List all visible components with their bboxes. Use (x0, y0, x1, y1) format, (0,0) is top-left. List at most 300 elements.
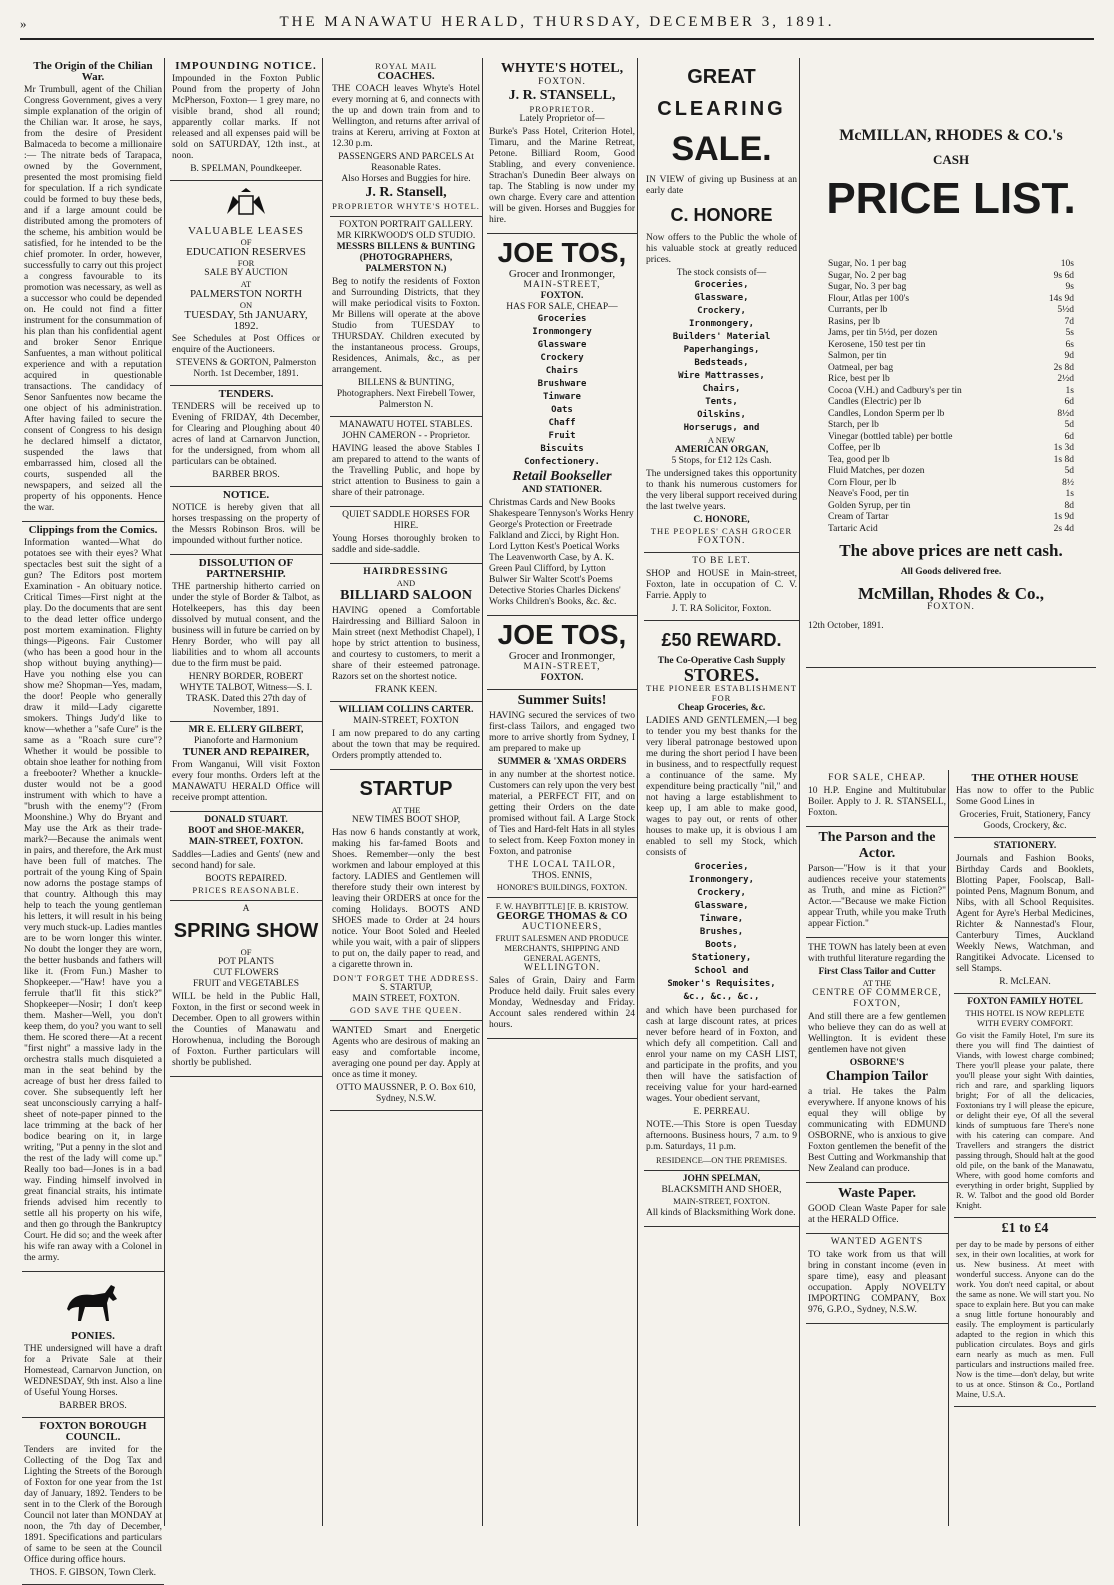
ad-title: £1 to £4 (1001, 1221, 1049, 1236)
price-row (828, 524, 1074, 536)
ad-body: Christmas Cards and New Books Shakespeare Tennyson's Works Henry George's Protection or Freetrade Falkland and Zicci, by Right Hon. Lord Lytton Kest's Poetical Works The Leavenworth Case, by A. K. Green Paul Clifford, by Lytton Bulwer Sir Walter Scott's Poems Detective Stories Charles Dickens' Works Children's Books, &c. &c. (489, 498, 634, 607)
ad-text: FOXTON. (697, 536, 746, 546)
ad-text: TUNER AND REPAIRER, (182, 746, 310, 758)
ad-clearing-sale (644, 58, 799, 553)
list-item: Stationery, (691, 953, 752, 963)
article-comics (22, 522, 164, 1272)
ad-signature: E. PERREAU. (693, 1107, 750, 1117)
ad-title: JOE TOS, (497, 237, 627, 268)
ad-cooperative (644, 621, 799, 1171)
ad-signature: S. STARTUP, (379, 983, 433, 993)
list-item: Boots, (705, 940, 738, 950)
ad-title: £50 REWARD. (661, 630, 782, 650)
ad-body: HAVING secured the services of two first-class Tailors, and engaged two more to arrive shortly from Sydney, I am prepared to make up (489, 711, 635, 754)
ad-text: THIS HOTEL IS NOW REPLETE WITH EVERY COMFORT. (965, 1008, 1085, 1028)
ad-body: THE TOWN has lately been at even with truthful literature regarding the (808, 943, 946, 964)
ad-text: Also Horses and Buggies for hire. (341, 174, 471, 184)
price-item: Candles (Electric) per lb (828, 397, 922, 407)
ad-title: COACHES. (377, 70, 435, 82)
ad-text: AND (396, 578, 416, 588)
ad-text: DON'T FORGET THE ADDRESS. (332, 973, 480, 983)
ad-body: HAVING opened a Comfortable Hairdressing and Billiard Saloon in Main street (next Methodist Chapel), I hope by strict attention to business, and courtesy to customers, to merit a share of their esteemed patronage. Razors set on the shortest notice. (332, 606, 480, 682)
ad-body: NOTICE is hereby given that all horses trespassing on the property of the Messrs Robinson Bros. will be impounded without further notice. (172, 503, 320, 546)
ad-text: Grocer and Ironmonger, (508, 650, 616, 662)
ad-joe-tos-1 (487, 234, 637, 616)
ad-text: BOOT and SHOE-MAKER, (188, 826, 304, 836)
ad-text: THE PIONEER ESTABLISHMENT FOR (646, 683, 797, 703)
ad-title: PONIES. (71, 1330, 115, 1342)
price-row (828, 271, 1074, 283)
article-chilian (22, 58, 164, 522)
ad-signature: STEVENS & GORTON, Palmerston North. 1st December, 1891. (175, 358, 317, 379)
ad-text: The above prices are nett cash. (839, 541, 1063, 560)
ad-leases (170, 181, 322, 386)
page-marker: » (20, 16, 27, 31)
price-row (828, 512, 1074, 524)
ad-text: MAIN-STREET, (523, 662, 601, 672)
ad-joe-tos-2 (487, 616, 637, 690)
list-item: Fruit (548, 431, 576, 441)
list-item: Tinware, (699, 914, 744, 924)
price-table (828, 259, 1074, 535)
ad-signature: OTTO MAUSSNER, P. O. Box 610, Sydney, N.S.W. (336, 1083, 476, 1104)
ad-text: All Goods delivered free. (900, 567, 1002, 577)
list-item: Groceries (537, 314, 587, 324)
ad-body: Go visit the Family Hotel, I'm sure its there you will find The daintiest of Viands, with lowest charge combined; There you'll please your palate, there you'll please your sight With dainties, rich and rare, and sparkling liquors bright; For of all the delicacies, Foxtonians try I will please the epicure, or delight their eye, Of all the several kinds of sumptuous fare There's none with his catering can compare. And Travellers and strangers the district passing through, Should halt at the good old pile, on the bank of the Manawatu, Where, with good home comforts and everything in order bright, Supplied by R. W. Talbot and the good old Border Knight. (956, 1030, 1094, 1210)
ad-text: J. R. STANSELL, (508, 88, 616, 103)
ad-impounding (170, 58, 322, 181)
ad-body: THE partnership hitherto carried on under the style of Border & Talbot, as Hotelkeepers, has this day been dissolved by mutual consent, and the business will in future be carried on by Henry Border, who will pay all liabilities and to whom all accounts due to the firm must be paid. (172, 582, 321, 669)
ad-text: PRICES REASONABLE. (192, 885, 300, 895)
ad-title: STATIONERY. (993, 841, 1057, 851)
ad-signature: BARBER BROS. (59, 1401, 127, 1411)
list-item: Tinware (543, 392, 581, 402)
list-item: Paperhangings, (683, 345, 760, 355)
ad-billiard (330, 564, 482, 702)
article-body: Information wanted—What do potatoes see with their eyes? What spectacles best suit the sight of a gun? The Editors post mortem Examination - An obituary notice. Critical Times—First night at the play. Do the documents that are sent to the dead letter office undergo post mortem examination. Flighty things—Pigeons. Fair Customer (who has been a good hour in the shop without buying anything)—Have you nothing else you can show me? Shopman—Yes, madam, the door! People who generally draw it mild—Lady cigarette smokers. Things Judy'd like to know—whether a "safe Cure" is the same as a "Roach sure cure"? Whether it would be possible to obtain shoe leather for nothing from a freebooter? Whether a knuckle-duster would not be a good instrument with which to have a "brush with the enemy"? (From Moonshine.) Why do Bryant and May use the Ark as their trade-mark?—Because the animals went in pairs, and therefore, the Ark must have been full of matches. The portrait of the young King of Spain now adorns the postage stamps of that country. Although this may help to teach the young gentleman his letters, it will result in his being very much stuck-up. Ladies mantles are to be worn longer this winter. No doubt the longer they are worn, the better husbands and fathers will like it. (From Fun.) Masher to Shopkeeper.—"Haw! have you a ferrule that'll fit this stick?" Shopkeeper—Nosir; I don't keep them. Masher—Well, you don't keep them, do you? you want to sell them. He scored there—At a recent "first night" a massive lady in the orchestra stalls much disquieted a man in the seat behind by the acreage of bust her dress failed to cover. She subsequently left her seat unconsciously carrying a half-sheet of note-paper pinned to the lace trimming at the back of her bodice bearing on it, in large writing, "Put a penny in the slot and the rest of the lady will come up." Really too bad—Jones is in a bad way. Finding himself involved in great financial straits, his intimate friends advised him recently to settle all his property on his wife, and then go through the Bankruptcy Court. He did so; and the week after his wife ran away with a Colonel in the army. (24, 538, 162, 1263)
price-value: 14s 9d (1048, 293, 1074, 304)
price-item: Rice, best per lb (828, 374, 890, 384)
ad-text: AT THE (862, 978, 892, 988)
ad-body: Sales of Grain, Dairy and Farm Produce held daily. Fruit sales every Monday, Wednesday and Friday. Account sales rendered within 24 hours. (489, 976, 635, 1030)
ad-text: A (242, 904, 250, 914)
price-row (828, 409, 1074, 421)
ad-signature: C. HONORE, (693, 515, 750, 525)
ad-text: HONORE'S BUILDINGS, FOXTON. (496, 882, 628, 892)
list-item: Chaff (548, 418, 576, 428)
ad-body: per day to be made by persons of either sex, in their own localities, at work for us. New business. At meet with wonderful success. Anyone can do the work. You don't need capital, or about the same as none. We will start you. No space to explain here. But you can make a snug little fortune honourably and easily. The employment is particularly adapted to the region in which this publication circulates. Boys and girls earn nearly as much as men. Full particulars and instructions mailed free. Now is the time—don't delay, but write to us at once. Stinson & Co., Portland Maine, U.S.A. (956, 1239, 1094, 1399)
ad-title: IMPOUNDING NOTICE. (175, 60, 317, 72)
ad-billens (330, 217, 482, 417)
ad-text: Grocer and Ironmonger, (508, 268, 616, 280)
price-value: 2½d (1057, 374, 1074, 384)
list-item: Biscuits (540, 444, 584, 454)
ad-signature: R. McLEAN. (999, 977, 1051, 987)
price-row (828, 501, 1074, 513)
ad-signature: HENRY BORDER, ROBERT WHYTE TALBOT, Witness—S. I. TRASK. Dated this 27th day of November, 1891. (179, 672, 313, 715)
list-item: Confectionery. (524, 457, 600, 467)
ad-gilbert (170, 722, 322, 812)
ad-body: Burke's Pass Hotel, Criterion Hotel, Timaru, and the Marine Retreat, Petone. Billiard Room, Good Stabling, and every convenience. Strachan's Dunedin Beer always on tap. The Stabling is now under my own charge. Every care and attention will be given. Horses and Buggies for hire. (489, 127, 635, 225)
ad-text: WELLINGTON. (524, 963, 600, 973)
ad-text: FOXTON. (538, 77, 586, 87)
ad-text: AT (240, 279, 252, 289)
list-item: Crockery, (697, 306, 746, 316)
ad-text: MAIN-STREET, FOXTON (353, 716, 459, 726)
ad-title: BILLIARD SALOON (340, 588, 472, 603)
ad-startup (330, 770, 482, 1021)
column-5 (644, 58, 800, 1526)
ad-title: McMILLAN, RHODES & CO.'s (839, 127, 1063, 144)
price-item: Kerosene, 150 test per tin (828, 339, 926, 350)
column-2 (170, 58, 323, 1526)
ad-body: Has now 6 hands constantly at work, making his far-famed Boots and Shoes. Remember—only the best workmen and labour employed at this factory. LADIES and Gentlemen will therefore study their own interest by leaving their ORDERS at once for the coming Holidays. BOOTS AND SHOES made to Order at 24 hours notice. Your Boot Soled and Heeled while you wait, with a pair of slippers to put on, the daily paper to read, and a cigarette thrown in. (332, 828, 480, 970)
ad-signature: THOS. F. GIBSON, Town Clerk. (29, 1568, 157, 1578)
ad-text: 5 Stops, for £12 12s Cash. (671, 456, 772, 466)
price-item: Cream of Tartar (828, 512, 889, 522)
ad-title: NOTICE. (222, 489, 270, 501)
price-value: 1s 9d (1053, 512, 1074, 522)
ad-whytes-hotel (487, 58, 637, 234)
ad-text: GOD SAVE THE QUEEN. (349, 1005, 463, 1015)
ad-body: GOOD Clean Waste Paper for sale at the HERALD Office. (808, 1204, 946, 1225)
list-item: Glassware, (694, 901, 749, 911)
ad-text: PALMERSTON NORTH (189, 288, 303, 300)
ad-text: FOXTON. (927, 602, 975, 612)
ad-george-thomas (487, 898, 637, 1039)
ad-text: FOXTON, (853, 999, 901, 1009)
ad-text: BLACKSMITH AND SHOER, (661, 1185, 782, 1195)
price-item: Sugar, No. 3 per bag (828, 282, 907, 292)
price-item: Vinegar (bottled table) per bottle (828, 431, 953, 442)
ad-title: Waste Paper. (837, 1186, 917, 1201)
ad-notice (170, 487, 322, 555)
list-item: Ironmongery, (688, 875, 755, 885)
price-item: Currants, per lb (828, 305, 888, 315)
ad-body: IN VIEW of giving up Business at an early date (646, 175, 797, 196)
masthead (20, 6, 1094, 40)
stock-list (646, 279, 797, 435)
price-value: 5s (1065, 328, 1074, 338)
ad-title: GEORGE THOMAS & CO (496, 910, 628, 922)
ad-title: DISSOLUTION OF PARTNERSHIP. (198, 557, 294, 580)
ad-body: a trial. He takes the Palm everywhere. If anyone knows of his equal they will oblige by communicating with EDMUND OSBORNE, who is anxious to give Foxton gentlemen the benefit of the Best Cutting and Workmanship that New Zealand can produce. (808, 1087, 946, 1174)
ad-text: FOXTON. (540, 291, 584, 301)
ad-tenders (170, 386, 322, 487)
ad-text: A NEW (707, 435, 736, 445)
article-body: Mr Trumbull, agent of the Chilian Congress Government, gives a very simple explanation of the origin of the Chilian war. It arose, he says, from the desire of President Balmaceda to become a millionaire :— The nitrate beds of Tarapaca, owned by the Government, presented the most promising field for speculation. If a rich syndicate could be formed to buy these beds, and if a large amount could be distributed among the promoters of the scheme, his ambition would be satisfied, for he intended to be the chief promoter. In order, however, successfully to carry out this project a congress favourable to its promotion was necessary, as well as a successor who could be depended on. He could not find a fitter instrument for the consummation of his plan than his confidential agent and broker Senor Enrique Sanfuentes, a man without political experience and with a reputation acquired in questionable transactions. The candidacy of Senor Sanfuentes now became the one object of his administration. After having failed to secure the consent of Congress to his design he declared himself a dictator, suspended the laws that embarrassed him, closed all the courts, suspended all the newspapers, and seized all the property of his opponents. Hence the war. (24, 85, 162, 513)
article-title: Clippings from the Comics. (28, 524, 158, 536)
ad-body: The undersigned takes this opportunity to thank his numerous customers for the very liberal support received during the last twelve years. (646, 469, 797, 512)
price-row (828, 386, 1074, 398)
ad-title: WHYTE'S HOTEL, (500, 61, 624, 76)
price-value: 10s (1060, 259, 1074, 269)
ad-title: WANTED AGENTS (830, 1237, 924, 1247)
price-item: Fluid Matches, per dozen (828, 466, 925, 476)
column-1 (22, 58, 165, 1578)
ad-stuart (170, 812, 322, 901)
ad-coaches (330, 58, 482, 217)
article-title: The Parson and the Actor. (818, 830, 936, 861)
ad-text: First Class Tailor and Cutter (818, 967, 936, 977)
ad-text: MAIN STREET, FOXTON. (352, 994, 460, 1004)
ad-signature: BARBER BROS. (212, 470, 280, 480)
ad-text: SALE BY AUCTION (204, 268, 288, 278)
ad-body: WANTED Smart and Energetic Agents who are desirous of making an easy and comfortable income, averaging one pound per day. Apply at once as time it money. (332, 1026, 480, 1080)
ad-signature: BILLENS & BUNTING, Photographers. Next Firebell Tower, Palmerston N. (336, 378, 476, 410)
ad-text: OSBORNE'S (849, 1058, 905, 1068)
ad-text: PASSENGERS AND PARCELS At Reasonable Rates. (338, 152, 474, 173)
ad-text: Pianoforte and Harmonium (194, 736, 298, 746)
ad-text: Retail Bookseller (512, 469, 612, 484)
price-item: Tea, good per lb (828, 454, 890, 465)
price-item: Cocoa (V.H.) and Cadbury's per tin (828, 385, 962, 396)
ad-title: STARTUP (359, 778, 453, 800)
list-item: Brushes, (699, 927, 744, 937)
ad-body: in any number at the shortest notice. Customers can rely upon the very best material, a PERFECT FIT, and on getting their Orders on the date promised without fail. A Large Stock of Ties and Hard-felt Hats in all styles to select from. Keep Foxton money in Foxton, and patronise (489, 770, 635, 857)
ad-body: HAVING leased the above Stables I am prepared to attend to the wants of the Travelling Public, and hope by strict attention to Business to gain a share of their patronage. (332, 444, 480, 498)
ad-spelman (644, 1171, 799, 1227)
price-row (828, 397, 1074, 409)
price-row (828, 305, 1074, 317)
ad-text: 12th October, 1891. (808, 621, 884, 631)
price-value: 1s (1065, 385, 1074, 396)
list-item: Crockery, (697, 888, 746, 898)
ad-text: OF (240, 947, 252, 957)
ad-dissolution (170, 555, 322, 722)
ad-body: Tenders are invited for the Collecting of the Dog Tax and Lighting the Streets of the Borough of Foxton for one year from the 1st day of January, 1892. Tenders to be sent in to the Clerk of the Borough Council not later than MONDAY at noon, the 7th day of December, 1891. Specifications and particulars of same to be seen at the Council Office during office hours. (24, 1445, 162, 1565)
column-6-right (954, 770, 1096, 1526)
ad-text: AT THE (391, 805, 421, 815)
price-row (828, 259, 1074, 271)
price-item: Corn Flour, per lb (828, 477, 897, 488)
ad-body: and which have been purchased for cash at large discount rates, at prices never before heard of in Foxton, and which defy all competition. Call and enrol your name on my CASH LIST, and participate in the profits, and you then will have the satisfaction of receiving value for your hard-earned wages. Your obedient servant, (646, 1006, 797, 1104)
price-row (828, 340, 1074, 352)
ad-text: HAS FOR SALE, CHEAP— (506, 302, 618, 312)
ad-text: CLEARING (657, 98, 786, 120)
ad-body: THE undersigned will have a draft for a Private Sale at their Homestead, Carnarvon Junction, on WEDNESDAY, 9th inst. Also a line of Useful Young Horses. (24, 1344, 162, 1398)
price-row (828, 317, 1074, 329)
list-item: Glassware, (694, 293, 749, 303)
column-4 (487, 58, 638, 1526)
list-item: School and (694, 966, 749, 976)
ad-body: And still there are a few gentlemen who believe they can do as well at Wellington. It is evident these gentlemen have not given (808, 1012, 946, 1055)
price-value: 6d (1064, 397, 1074, 407)
price-value: 8½d (1057, 408, 1074, 419)
list-item: Oats (551, 405, 573, 415)
ad-title: MESSRS BILLENS & BUNTING (PHOTOGRAPHERS, PALMERSTON N.) (336, 242, 476, 274)
price-value: 2s 4d (1053, 523, 1074, 534)
ad-title: FOXTON BOROUGH COUNCIL. (39, 1420, 147, 1443)
ad-body: Young Horses thoroughly broken to saddle and side-saddle. (332, 534, 480, 555)
ad-text: CUT FLOWERS (213, 968, 279, 978)
price-item: Tartaric Acid (828, 523, 878, 534)
ad-text: TUESDAY, 5th JANUARY, 1892. (184, 309, 308, 332)
list-item: Ironmongery, (688, 319, 755, 329)
ad-text: THE LOCAL TAILOR, (508, 860, 616, 870)
ad-body: Beg to notify the residents of Foxton and Surrounding Districts, that they will make periodical visits to Foxton. Mr Billens will operate at the above Studio from TUESDAY to THURSDAY. Children executed by the instantaneous process. Groups, Residences, Animals, &c., as per arrangement. (332, 277, 480, 375)
price-item: Sugar, No. 1 per bag (828, 259, 907, 269)
ad-title: TO BE LET. (692, 556, 751, 566)
list-item: Ironmongery (532, 327, 592, 337)
price-item: Golden Syrup, per tin (828, 500, 911, 511)
ad-carter (330, 702, 482, 770)
price-item: Salmon, per tin (828, 351, 887, 361)
ad-for-sale (806, 770, 948, 827)
ad-text: SUMMER & 'XMAS ORDERS (497, 757, 627, 767)
list-item: Crockery (540, 353, 584, 363)
ad-text: GREAT (687, 66, 756, 88)
price-value: 1s 3d (1053, 443, 1074, 453)
price-value: 9d (1064, 351, 1074, 361)
ad-signature: FRANK KEEN. (374, 685, 438, 695)
price-row (828, 363, 1074, 375)
ad-title: FOR SALE, CHEAP. (828, 773, 926, 783)
ad-text: EDUCATION RESERVES (186, 246, 306, 258)
price-row (828, 443, 1074, 455)
ad-text: HAIRDRESSING (363, 567, 449, 577)
ad-text: PROPRIETOR WHYTE'S HOTEL. (332, 201, 480, 211)
ad-body: TENDERS will be received up to Evening of FRIDAY, 4th December, for Clearing and Ploughing about 40 acres of land at Carnarvon Junction, for the undersigned, from whom all particulars can be obtained. (172, 402, 320, 467)
ad-body: All kinds of Blacksmithing Work done. (646, 1208, 796, 1218)
price-value: 5½d (1057, 305, 1074, 315)
ad-title: SPRING SHOW (173, 920, 319, 942)
ad-title: FOXTON FAMILY HOTEL (967, 997, 1083, 1007)
ad-text: RESIDENCE—ON THE PREMISES. (656, 1155, 787, 1165)
ad-text: The stock consists of— (676, 268, 767, 278)
ad-text: FOXTON. (540, 673, 584, 683)
ad-text: AUCTIONEERS, (521, 922, 603, 932)
article-body: Parson—"How is it that your audiences receive your statements as Truth, and mine as Fiction?" Actor.—"Because we make Fiction appear Truth, while you make Truth appear Fiction." (808, 864, 946, 929)
ad-text: F. W. HAYBITTLE] [F. B. KRISTOW. (495, 901, 629, 911)
ad-body: 10 H.P. Engine and Multitubular Boiler. Apply to J. R. STANSELL, Foxton. (808, 786, 946, 818)
ad-text: Groceries, Fruit, Stationery, Fancy Goods, Crockery, &c. (959, 810, 1091, 831)
price-row (828, 282, 1074, 294)
ad-other-house (954, 770, 1096, 838)
ad-title: JOHN SPELMAN, (682, 1174, 761, 1184)
price-value: 1s 8d (1053, 454, 1074, 465)
ad-text: MAIN-STREET, (523, 280, 601, 290)
price-item: Oatmeal, per bag (828, 362, 894, 373)
list-item: Horserugs, and (683, 423, 760, 433)
columns (22, 58, 1094, 1578)
ad-waste-paper (806, 1183, 948, 1234)
price-value: 8d (1064, 500, 1074, 511)
price-value: 6s (1065, 339, 1074, 350)
ad-title: TENDERS. (218, 388, 274, 400)
goods-list (489, 313, 635, 469)
ad-text: ROYAL MAIL (375, 61, 437, 71)
ad-text: Cheap Groceries, &c. (677, 703, 766, 713)
ad-family-hotel (954, 994, 1096, 1218)
ad-text: THE PEOPLES' CASH GROCER (650, 526, 793, 536)
royal-crest-icon (221, 188, 271, 222)
price-item: Coffee, per lb (828, 443, 881, 453)
list-item: Glassware (537, 340, 587, 350)
ad-text: POT PLANTS (217, 957, 275, 967)
price-row (828, 420, 1074, 432)
ad-wanted-agents (806, 1234, 948, 1324)
list-item: Chairs, (702, 384, 741, 394)
ad-osborne (806, 938, 948, 1183)
ad-summer-suits (487, 690, 637, 898)
column-6-left (806, 770, 949, 1526)
article-title: The Origin of the Chilian War. (33, 60, 153, 83)
list-item: Bedsteads, (694, 358, 749, 368)
ad-text: AMERICAN ORGAN, (674, 445, 769, 455)
ad-title: MR E. ELLERY GILBERT, (188, 725, 304, 735)
price-value: 5d (1064, 466, 1074, 476)
ad-body: LADIES AND GENTLEMEN,—I beg to tender you my best thanks for the very liberal patronage bestowed upon me during the short period I have been in business, and to respectfully request a continuance of the same. My expenditure being practically "nil," and not having a large establishment to keep up, I am able to make good, wages to pay out, or rents of other houses to make up, it is obvious I am enabled to sell my Stock, which consists of (646, 716, 797, 858)
ad-spring-show (170, 901, 322, 1077)
price-item: Neave's Food, per tin (828, 489, 909, 499)
price-value: 9s 6d (1053, 270, 1074, 281)
price-item: Starch, per lb (828, 420, 879, 430)
ad-signature: McMillan, Rhodes & Co., (857, 584, 1045, 603)
list-item: Tents, (705, 397, 738, 407)
ad-body: Saddles—Ladies and Gents' (new and second hand) for sale. (172, 850, 320, 871)
ad-signature: THOS. ENNIS, (532, 871, 592, 881)
ad-ponies (22, 1272, 164, 1418)
price-item: Jams, per tin 5½d, per dozen (828, 328, 938, 338)
list-item: Builders' Material (672, 332, 771, 342)
ad-text: CENTRE OF COMMERCE, (812, 988, 942, 998)
ad-text: FRUIT and VEGETABLES (192, 979, 300, 989)
ad-text: FOXTON PORTRAIT GALLERY. (339, 220, 473, 230)
ad-title: Champion Tailor (825, 1069, 929, 1084)
ad-body: TO take work from us that will bring in constant income (even in spare time), easy and pleasant occupation. Apply NOVELTY IMPORTING COMPANY, Box 976, G.P.O., Sydney, N.S.W. (808, 1250, 946, 1315)
price-item: Rasins, per lb (828, 316, 880, 327)
ad-title: DONALD STUART. (204, 815, 288, 825)
ad-text: Lately Proprietor of— (519, 114, 605, 124)
price-value: 9s (1065, 282, 1074, 292)
ad-body: WILL be held in the Public Hall, Foxton, in the first or second week in December. Open to all growers within the Counties of Manawatu and Horowhenua, including the Borough of Foxton. Further particulars will shortly be published. (172, 992, 320, 1068)
column-6 (806, 58, 1096, 1526)
price-value: 7d (1064, 316, 1074, 327)
price-value: 5d (1064, 420, 1074, 430)
ad-pounds (954, 1218, 1096, 1407)
ad-text: PRICE LIST. (826, 174, 1076, 223)
price-value: 6d (1064, 431, 1074, 442)
ad-text: OF (240, 237, 252, 247)
ad-stationery (954, 838, 1096, 994)
ad-signature: J. T. RA Solicitor, Foxton. (671, 604, 772, 614)
ad-text: BOOTS REPAIRED. (205, 874, 287, 884)
ad-text: ON (239, 300, 253, 310)
ad-stables (330, 417, 482, 507)
price-row (828, 294, 1074, 306)
ad-title: QUIET SADDLE HORSES FOR HIRE. (342, 510, 470, 531)
ad-text: C. HONORE (670, 205, 773, 225)
ad-council (22, 1418, 164, 1585)
ad-text: NEW TIMES BOOT SHOP, (351, 815, 461, 825)
ad-title: SALE. (671, 130, 772, 168)
price-item: Candles, London Sperm per lb (828, 408, 945, 419)
column-3 (330, 58, 483, 1526)
horse-icon (63, 1281, 123, 1325)
ad-text: PROPRIETOR. (529, 104, 595, 114)
ad-price-list (806, 58, 1096, 668)
ad-text: The Co-Operative Cash Supply (657, 656, 786, 666)
price-row (828, 478, 1074, 490)
ad-body: THE COACH leaves Whyte's Hotel every morning at 6, and connects with the up and down train from and to Wellington, and returns after arrival of trains at Kereru, arriving at Foxton at 12.30 p.m. (332, 84, 480, 149)
ad-title: J. R. Stansell, (365, 185, 447, 200)
ad-text: MAIN-STREET, FOXTON. (673, 1196, 770, 1206)
price-value: 8½ (1062, 477, 1074, 488)
ad-title: VALUABLE LEASES (188, 225, 304, 237)
ad-body: SHOP and HOUSE in Main-street, Foxton, late in occupation of C. V. Farrie. Apply to (646, 569, 797, 601)
ad-body: From Wanganui, Will visit Foxton every four months. Orders left at the MANAWATU HERALD Office will receive prompt attention. (172, 760, 320, 803)
